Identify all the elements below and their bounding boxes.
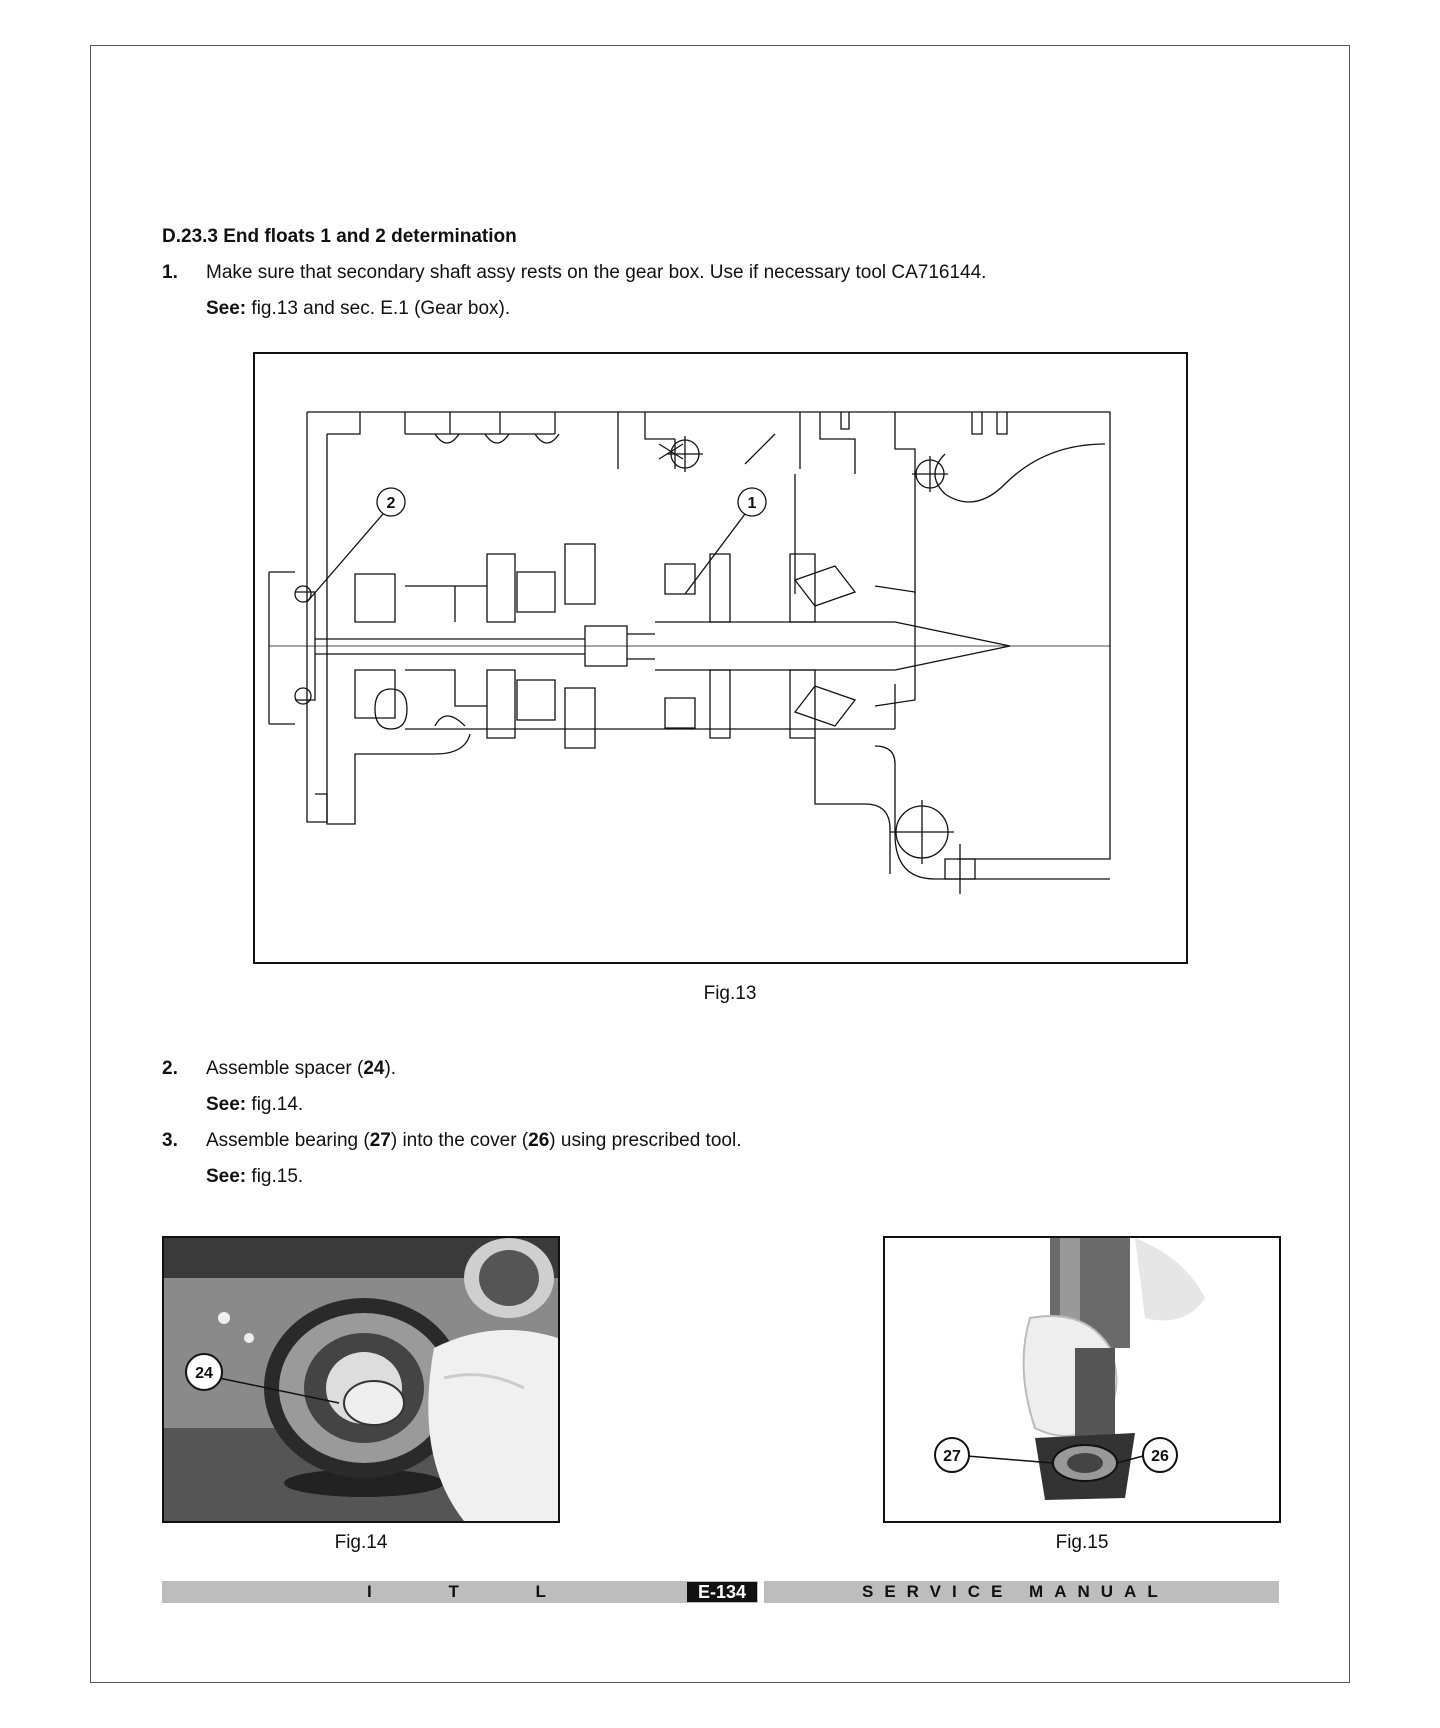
fig13-caption: Fig.13 <box>703 983 757 1004</box>
callout-24: 24 <box>195 1365 213 1382</box>
see-text: fig.13 and sec. E.1 (Gear box). <box>246 298 511 319</box>
fig14-caption: Fig.14 <box>334 1532 388 1553</box>
step-number: 3. <box>162 1130 178 1151</box>
gearbox-section-drawing <box>255 354 1186 962</box>
fig15-caption: Fig.15 <box>1055 1532 1109 1553</box>
step-number: 1. <box>162 262 178 283</box>
see-label: See: <box>206 1094 247 1115</box>
footer-brand: I T L <box>367 1582 582 1601</box>
step-text: Assemble spacer (24). <box>206 1058 397 1079</box>
see-reference-2 <box>206 1094 303 1116</box>
footer-bar <box>162 1581 1279 1603</box>
footer-divider <box>758 1581 764 1603</box>
callout-26: 26 <box>1151 1448 1169 1465</box>
spacer-photo-illustration <box>164 1238 558 1521</box>
step-number: 2. <box>162 1058 178 1079</box>
section-heading: D.23.3 End floats 1 and 2 determination <box>162 226 517 247</box>
see-reference-3 <box>206 1166 303 1188</box>
see-reference-1 <box>206 298 510 320</box>
callout-1: 1 <box>747 495 757 512</box>
figure-15-photo <box>883 1236 1281 1523</box>
figure-14-photo <box>162 1236 560 1523</box>
callout-2: 2 <box>386 495 396 512</box>
bearing-photo-illustration <box>885 1238 1279 1521</box>
see-text: fig.14. <box>246 1094 304 1115</box>
see-label: See: <box>206 1166 247 1187</box>
step-text: Assemble bearing (27) into the cover (26) using prescribed tool. <box>206 1130 742 1151</box>
figure-13-drawing <box>253 352 1188 964</box>
callout-27: 27 <box>943 1448 961 1465</box>
see-label: See: <box>206 298 247 319</box>
step-text: Make sure that secondary shaft assy rests on the gear box. Use if necessary tool CA716144. <box>206 262 987 283</box>
see-text: fig.15. <box>246 1166 304 1187</box>
footer-manual-title: SERVICE MANUAL <box>862 1582 1169 1601</box>
page-number: E-134 <box>687 1582 757 1602</box>
